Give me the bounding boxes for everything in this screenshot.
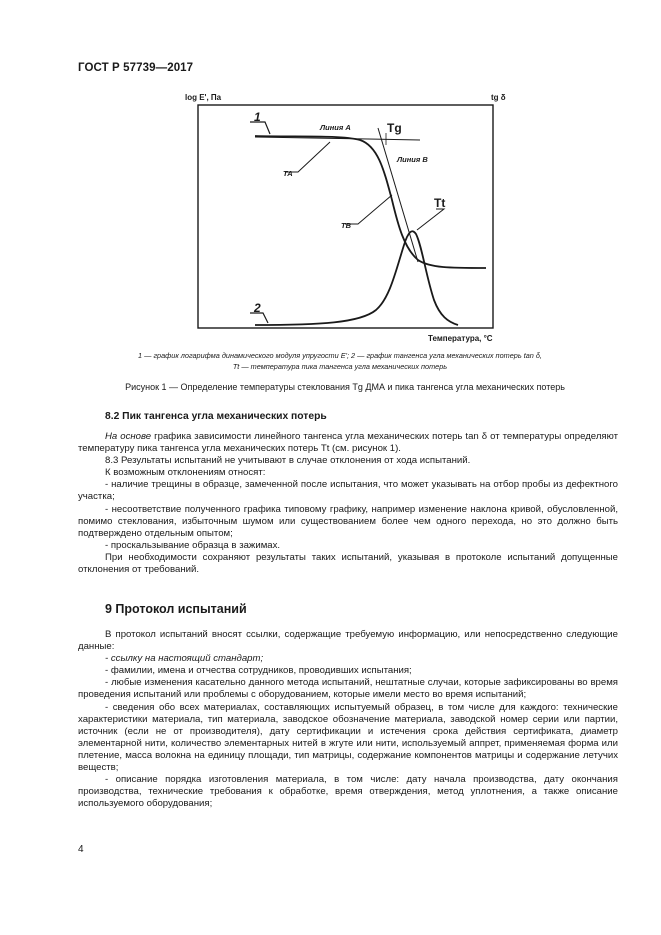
tg-label: Tg (387, 121, 402, 135)
paragraph: - наличие трещины в образце, замеченной после испытания, что может указывать на отбор пробы из дефектного участка; (78, 479, 618, 503)
curve-tan-delta (255, 231, 458, 325)
paragraph: - любые изменения касательно данного метода испытаний, нештатные случаи, которые зафиксированы во время проведения испытаний или проблемы с оборудованием, которые имели место во время испытаний; (78, 677, 618, 701)
paragraph: - сведения обо всех материалах, составляющих испытуемый образец, в том числе для каждого: технические характеристики материала, тип материала, заводское обозначение материала, заводской номер серии или партии, источник (если не от производителя), дату сертификации и истечения срока действия сертификата, диаметр элементарной нити, количество элементарных нитей в жгуте или нити, используемый аппрет, применяемая форма или плетение, масса волокна на единицу площади, тип матрицы, содержание компонентов матрицы и содержание летучих веществ; (78, 701, 618, 774)
paragraph: - проскальзывание образца в зажимах. (105, 539, 281, 551)
ta-label: ТА (283, 169, 293, 178)
italic-run: На основе (105, 431, 152, 442)
figure-caption: Рисунок 1 — Определение температуры стеклования Tg ДМА и пика тангенса угла механических потерь (125, 382, 565, 392)
paragraph: - ссылку на настоящий стандарт; (105, 653, 264, 665)
ta-leader (285, 142, 330, 172)
tt-label: Tt (434, 196, 446, 210)
section-9-body (78, 629, 618, 810)
section-8-2-body (78, 431, 618, 576)
section-9-title: 9 Протокол испытаний (105, 602, 247, 616)
section-8-2-title: 8.2 Пик тангенса угла механических потерь (105, 411, 327, 422)
y-label-left: log E', Па (185, 93, 222, 102)
page-number: 4 (78, 844, 84, 855)
x-label: Температура, °С (428, 334, 493, 343)
standard-header: ГОСТ Р 57739—2017 (78, 62, 194, 74)
tb-leader (345, 195, 392, 224)
line-b-label: Линия В (397, 155, 428, 164)
paragraph: - несоответствие полученного графика типовому графику, например изменение наклона кривой, обусловленной, помимо стеклования, избыточным шумом или существованием более чем одного перехода, но это должно быть подтверждено отдельным опытом; (78, 503, 618, 539)
paragraph: В протокол испытаний вносят ссылки, содержащие требуемую информацию, или непосредственно следующие данные: (78, 629, 618, 653)
tt-leader (417, 209, 444, 230)
curve-2-marker: 2 (254, 301, 261, 315)
paragraph: При необходимости сохраняют результаты таких испытаний, указывая в протоколе испытаний допущенные отклонения от требований. (78, 551, 618, 576)
paragraph: - фамилии, имена и отчества сотрудников, проводивших испытания; (105, 665, 412, 677)
curve-log-modulus (255, 136, 486, 268)
figure-legend (105, 350, 575, 372)
tangent-line-b (378, 128, 418, 262)
paragraph: 8.3 Результаты испытаний не учитывают в случае отклонения от хода испытаний. (105, 455, 471, 467)
tb-label: ТВ (341, 221, 351, 230)
legend-line-1: 1 — график логарифма динамического модуля упругости E'; 2 — график тангенса угла механических потерь tan δ, (138, 351, 542, 360)
text-run: графика зависимости линейного тангенса угла механических потерь tan δ от температуры определяют температуру пика тангенса угла механических потерь Tt (см. рисунок 1). (78, 431, 618, 455)
paragraph: - описание порядка изготовления материала, в том числе: дату начала производства, дату окончания производства, технические требования к обработке, время отверждения, метод уплотнения, а также описание используемого оборудования; (78, 774, 618, 810)
y-label-right: tg δ (491, 93, 506, 102)
line-a-label: Линия А (320, 123, 351, 132)
paragraph: К возможным отклонениям относят: (105, 467, 266, 479)
legend-line-2: Tt — температура пика тангенса угла механических потерь (232, 362, 448, 371)
curve-1-marker: 1 (254, 110, 261, 124)
paragraph (78, 431, 618, 455)
